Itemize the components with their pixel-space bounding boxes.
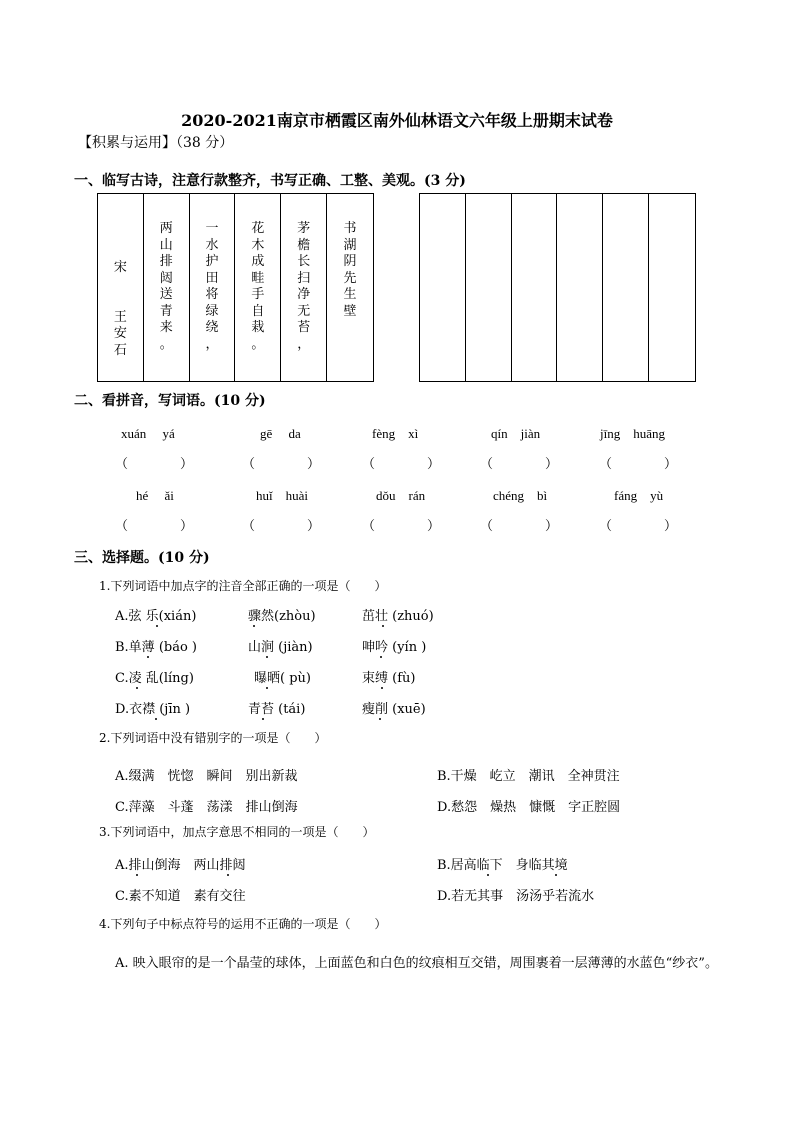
poem-char: 送 [159,287,173,302]
poem-char: 扫 [297,270,311,286]
poem-char [112,277,128,294]
poem-column [327,194,373,381]
option-a[interactable]: A.缀满 恍惚 瞬间 别出新裁 [115,769,298,784]
poem-char: 宋 [113,260,127,275]
section-heading: 【积累与运用】（38 分） [78,135,234,151]
poem-char: 湖 [343,237,357,253]
option-text: 山涧 (jiàn) [248,640,313,655]
q2-heading: 二、看拼音，写词语。(10 分) [74,393,266,409]
answer-blank[interactable]: （ ） [362,457,441,472]
pinyin-item: jīng huāng [600,426,665,441]
option-d[interactable]: D.愁怨 燥热 慷慨 字正腔圆 [437,800,621,815]
question-stem: 3.下列词语中，加点字意思不相同的一项是（ ） [99,825,375,839]
answer-blank[interactable]: （ ） [599,519,678,534]
emphasis-dot [382,625,384,627]
poem-char: 两 [159,221,173,236]
poem-char [112,293,128,310]
poem-column [144,194,190,381]
answer-blank[interactable]: （ ） [242,457,321,472]
option-a[interactable]: A.弦 乐(xián) [115,609,197,624]
poem-char: 茅 [297,221,311,236]
option-b[interactable]: B.干燥 屹立 潮讯 全神贯注 [437,769,620,784]
poem-char: 将 [205,287,219,302]
emphasis-dot [266,687,268,689]
emphasis-dot [381,687,383,689]
poem-char: 安 [113,326,127,341]
poem-char: 壁 [343,303,357,319]
option-d[interactable]: D.若无其事 汤汤乎若流水 [437,889,595,904]
option-c[interactable]: C.萍藻 斗蓬 荡漾 排山倒海 [115,800,298,815]
practice-column[interactable] [649,194,695,381]
emphasis-dot [156,625,158,627]
answer-blank[interactable]: （ ） [480,457,559,472]
poem-char: ， [205,336,219,352]
emphasis-dot [266,656,268,658]
option-a[interactable]: A. 映入眼帘的是一个晶莹的球体，上面蓝色和白色的纹痕相互交错，周围裹着一层薄薄的水蓝色“纱衣”。 [115,956,718,971]
poem-char: 成 [251,254,265,269]
poem-column [190,194,236,381]
poem-char: 田 [205,270,219,286]
poem-column [98,194,144,381]
poem-char: 排 [159,254,173,269]
option-b[interactable]: B.单薄 (báo ) [115,640,197,655]
poem-char: 畦 [251,270,265,286]
answer-blank[interactable]: （ ） [480,519,559,534]
poem-char: ， [297,336,311,352]
option-text: 束缚 (fù) [362,671,416,686]
practice-column[interactable] [557,194,603,381]
pinyin-item: fáng yù [614,488,664,503]
page-title: 2020-2021南京市栖霞区南外仙林语文六年级上册期末试卷 [181,111,613,130]
emphasis-dot [487,874,489,876]
emphasis-dot [379,718,381,720]
poem-char: 先 [343,270,357,286]
poem-char: 自 [251,303,265,319]
poem-char: 净 [297,287,311,302]
poem-char: 青 [159,303,173,319]
poem-char: 栽 [251,320,265,335]
answer-blank[interactable]: （ ） [115,519,194,534]
emphasis-dot [253,625,255,627]
poem-char: 来 [159,320,173,335]
option-c[interactable]: C.凌 乱(líng) [115,671,194,686]
question-stem: 1.下列词语中加点字的注音全部正确的一项是（ ） [99,579,387,593]
practice-column[interactable] [466,194,512,381]
emphasis-dot [555,874,557,876]
poem-char: 护 [205,254,219,269]
answer-blank[interactable]: （ ） [242,519,321,534]
poem-char: 花 [251,221,265,236]
pinyin-item: huǐ huài [256,488,308,503]
option-b[interactable]: B.居高临下 身临其境 [437,858,568,873]
pinyin-item: chéng bì [493,488,548,503]
option-text: 曝晒( pù) [254,671,311,686]
pinyin-item: gē da [260,426,301,441]
emphasis-dot [227,874,229,876]
poem-char: 闼 [159,270,173,286]
question-stem: 4.下列句子中标点符号的运用不正确的一项是（ ） [99,917,387,931]
poem-char: 苔 [297,320,311,335]
option-d[interactable]: D.衣襟 (jīn ) [115,702,191,717]
answer-blank[interactable]: （ ） [115,457,194,472]
poem-char: 手 [251,287,265,302]
poem-char: 一 [205,221,219,236]
poem-char: 水 [205,237,219,253]
poem-char: 阴 [343,254,357,269]
poem-char: 绕 [205,320,219,335]
emphasis-dot [380,656,382,658]
poem-column [281,194,327,381]
emphasis-dot [136,874,138,876]
answer-blank[interactable]: （ ） [599,457,678,472]
pinyin-item: hé ǎi [136,488,174,503]
pinyin-item: dǒu rán [376,488,426,503]
poem-char: 书 [343,221,357,236]
poem-char: 。 [251,336,265,352]
answer-blank[interactable]: （ ） [362,519,441,534]
poem-char: 山 [159,237,173,253]
q1-heading: 一、临写古诗，注意行款整齐，书写正确、工整、美观。(3 分) [74,173,466,189]
emphasis-dot [155,718,157,720]
question-stem: 2.下列词语中没有错别字的一项是（ ） [99,731,327,745]
practice-column[interactable] [420,194,466,381]
option-c[interactable]: C.素不知道 素有交往 [115,889,246,904]
option-text: 骤然(zhòu) [248,609,316,624]
practice-column[interactable] [512,194,558,381]
poem-char: 无 [297,303,311,319]
pinyin-item: qín jiàn [491,426,541,441]
emphasis-dot [136,687,138,689]
option-a[interactable]: A.排山倒海 两山排闼 [115,858,246,873]
poem-char: 。 [159,336,173,352]
practice-column[interactable] [603,194,649,381]
model-poem-grid [97,193,374,382]
poem-char: 檐 [297,237,311,253]
pinyin-item: xuán yá [121,426,175,441]
option-text: 瘦削 (xuē) [362,702,426,717]
emphasis-dot [262,718,264,720]
emphasis-dot [147,656,149,658]
q3-heading: 三、选择题。(10 分) [74,550,210,566]
option-text: 青苔 (tái) [248,702,306,717]
poem-char: 长 [297,254,311,269]
poem-char: 木 [251,237,265,253]
option-text: 茁壮 (zhuó) [362,609,434,624]
pinyin-item: fèng xì [372,426,419,441]
poem-char: 王 [113,309,127,325]
poem-column [235,194,281,381]
poem-char: 石 [113,342,127,358]
poem-char: 绿 [205,303,219,319]
poem-char: 生 [343,287,357,302]
option-text: 呻吟 (yín ) [362,640,427,655]
practice-grid[interactable] [419,193,696,382]
